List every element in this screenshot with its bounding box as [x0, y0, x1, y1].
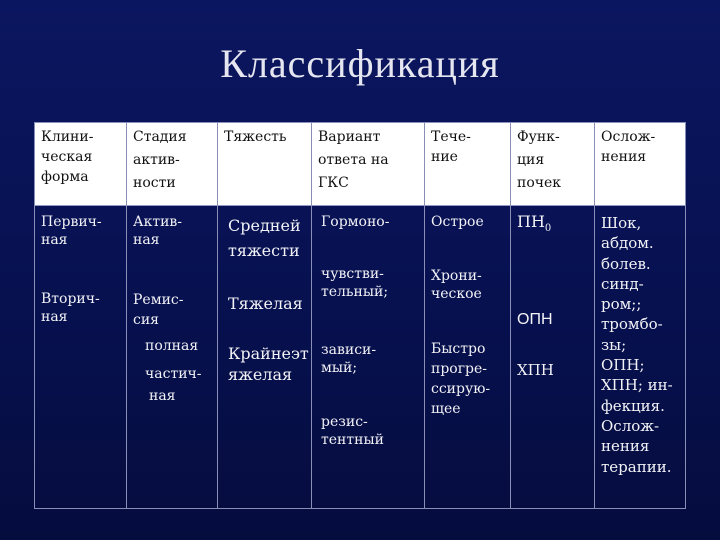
header-line: ние	[431, 149, 458, 165]
cell-line: ОПН;	[601, 356, 645, 375]
cell-line: тромбо-	[601, 315, 663, 334]
form-primary	[41, 213, 102, 249]
header-course	[425, 123, 510, 205]
column-divider	[311, 123, 312, 508]
cell-line: Первич-	[41, 214, 102, 230]
severity-extreme	[228, 343, 309, 385]
course-chronic	[431, 267, 482, 303]
cell-line: яжелая	[228, 365, 293, 384]
cell-line: чувстви-	[321, 266, 384, 282]
course-rapid	[431, 339, 490, 419]
header-line: форма	[41, 169, 89, 185]
cell-line: Шок,	[601, 214, 642, 232]
header-divider	[35, 205, 685, 206]
header-gcs-response	[312, 123, 424, 205]
header-line: ГКС	[318, 175, 349, 191]
header-line: Клини-	[41, 129, 94, 145]
cell-line: частич-	[145, 366, 202, 382]
header-kidney-function	[511, 123, 594, 205]
cell-line: тяжести	[228, 241, 300, 260]
cell-line: терапии.	[601, 457, 672, 476]
activity-partial	[145, 363, 202, 407]
header-line: актив-	[133, 152, 180, 168]
column-divider	[217, 123, 218, 508]
kidney-pn0	[517, 211, 551, 239]
header-activity-stage	[127, 123, 217, 205]
column-divider	[510, 123, 511, 508]
cell-line: ссирую-	[431, 381, 491, 397]
cell-line: ХПН; ин-	[601, 376, 673, 395]
cell-line: Актив-	[133, 214, 183, 230]
cell-line: зависи-	[321, 342, 377, 358]
cell-line: болев.	[601, 254, 651, 273]
cell-line: Ослож-	[601, 416, 660, 435]
header-line: Тяжесть	[224, 129, 287, 145]
response-resistant	[321, 413, 384, 449]
cell-line: Крайнеэт	[228, 344, 309, 363]
form-secondary	[41, 290, 100, 326]
cell-line: синд-	[601, 274, 644, 293]
cell-line: ная	[41, 232, 68, 248]
kidney-pn0-base: ПН	[517, 212, 545, 231]
cell-line: тельный;	[321, 284, 389, 300]
activity-remission	[133, 290, 184, 330]
response-dependent	[321, 341, 376, 377]
cell-line: Средней	[228, 216, 301, 235]
activity-full: полная	[145, 338, 199, 354]
cell-line: Вторич-	[41, 291, 100, 307]
column-divider	[126, 123, 127, 508]
cell-line: Ремис-	[133, 292, 184, 308]
cell-line: щее	[431, 401, 461, 417]
header-complications	[595, 123, 685, 205]
complications-list	[601, 213, 673, 477]
cell-line: зы;	[601, 335, 627, 354]
header-line: нения	[601, 149, 647, 165]
header-line: Тече-	[431, 129, 471, 145]
header-line: ответа на	[318, 152, 389, 168]
header-line: Функ-	[517, 129, 560, 145]
cell-line: фекция.	[601, 396, 665, 415]
cell-line: нения	[601, 437, 650, 456]
cell-line: ная	[149, 388, 176, 404]
cell-line: абдом.	[601, 234, 654, 253]
cell-line: ческое	[431, 286, 482, 302]
header-line: Стадия	[133, 129, 187, 145]
header-line: почек	[517, 175, 562, 191]
activity-active	[133, 213, 182, 249]
kidney-pn0-sub: 0	[544, 223, 552, 235]
column-divider	[594, 123, 595, 508]
severity-moderate	[228, 213, 301, 263]
severity-severe: Тяжелая	[228, 294, 303, 313]
header-clinical-form	[35, 123, 126, 205]
cell-line: тентный	[321, 432, 384, 448]
response-hormone: Гормоно-	[321, 214, 390, 230]
cell-line: Хрони-	[431, 268, 482, 284]
cell-line: сия	[133, 312, 160, 328]
cell-line: ная	[41, 309, 68, 325]
course-acute: Острое	[431, 214, 484, 230]
column-divider	[424, 123, 425, 508]
header-line: Ослож-	[601, 129, 656, 145]
response-sensitive	[321, 265, 388, 301]
cell-line: мый;	[321, 360, 358, 376]
header-line: Вариант	[318, 129, 381, 145]
slide-title: Классификация	[220, 41, 500, 86]
cell-line: прогре-	[431, 361, 488, 377]
cell-line: резис-	[321, 414, 368, 430]
header-line: ности	[133, 175, 176, 191]
cell-line: ром;;	[601, 295, 642, 314]
header-severity	[218, 123, 311, 205]
cell-line: Быстро	[431, 341, 486, 357]
kidney-opn: ОПН	[517, 311, 553, 328]
kidney-hpn: ХПН	[517, 361, 554, 379]
header-line: ция	[517, 152, 545, 168]
cell-line: ная	[133, 232, 160, 248]
classification-table	[34, 122, 686, 509]
header-line: ческая	[41, 149, 93, 165]
